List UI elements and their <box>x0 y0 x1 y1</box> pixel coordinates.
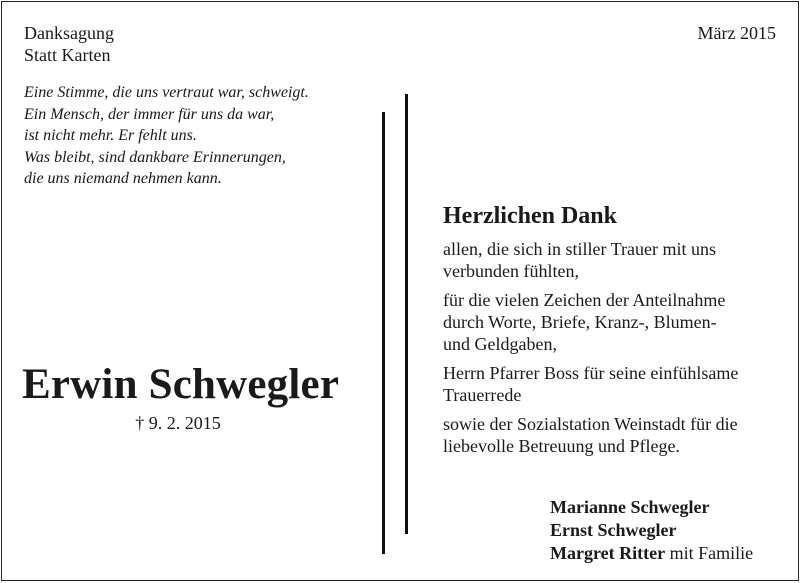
thanks-line: durch Worte, Briefe, Kranz-, Blumen- <box>443 312 717 332</box>
header-date: März 2015 <box>697 23 776 43</box>
signer-name: Marianne Schwegler <box>550 497 710 517</box>
signer-name: Ernst Schwegler <box>550 520 677 540</box>
thanks-body <box>443 238 738 464</box>
poem-line: Was bleibt, sind dankbare Erinnerungen, <box>24 148 286 166</box>
thanks-paragraph <box>443 362 738 406</box>
divider-line <box>405 94 408 534</box>
thanks-paragraph <box>443 238 738 282</box>
thanks-line: allen, die sich in stiller Trauer mit uns <box>443 239 716 259</box>
thanks-line: verbunden fühlten, <box>443 261 579 281</box>
thanks-line: sowie der Sozialstation Weinstadt für die <box>443 414 738 434</box>
divider-line <box>382 112 385 554</box>
signer-name: Margret Ritter <box>550 543 666 563</box>
signer <box>550 496 753 519</box>
thanks-line: für die vielen Zeichen der Anteilnahme <box>443 290 726 310</box>
thanks-line: liebevolle Betreuung und Pflege. <box>443 436 680 456</box>
signer-suffix: mit Familie <box>665 543 754 563</box>
deceased-name: Erwin Schwegler <box>22 361 340 408</box>
obituary-card <box>1 1 799 581</box>
thanks-title: Herzlichen Dank <box>443 203 617 229</box>
poem-line: Ein Mensch, der immer für uns da war, <box>24 105 275 123</box>
header-title: Danksagung <box>24 23 114 43</box>
poem <box>24 82 309 190</box>
poem-line: die uns niemand nehmen kann. <box>24 170 222 187</box>
death-date: † 9. 2. 2015 <box>135 413 221 433</box>
thanks-line: Herrn Pfarrer Boss für seine einfühlsame <box>443 363 739 383</box>
thanks-paragraph <box>443 413 738 457</box>
signer <box>550 542 753 565</box>
header-left <box>24 22 114 66</box>
thanks-line: und Geldgaben, <box>443 334 557 354</box>
thanks-line: Trauerrede <box>443 385 522 405</box>
header-subtitle: Statt Karten <box>24 45 111 65</box>
poem-line: Eine Stimme, die uns vertraut war, schweigt. <box>24 84 309 101</box>
poem-line: ist nicht mehr. Er fehlt uns. <box>24 127 197 144</box>
signer <box>550 519 753 542</box>
thanks-paragraph <box>443 289 738 355</box>
signers <box>550 496 753 565</box>
